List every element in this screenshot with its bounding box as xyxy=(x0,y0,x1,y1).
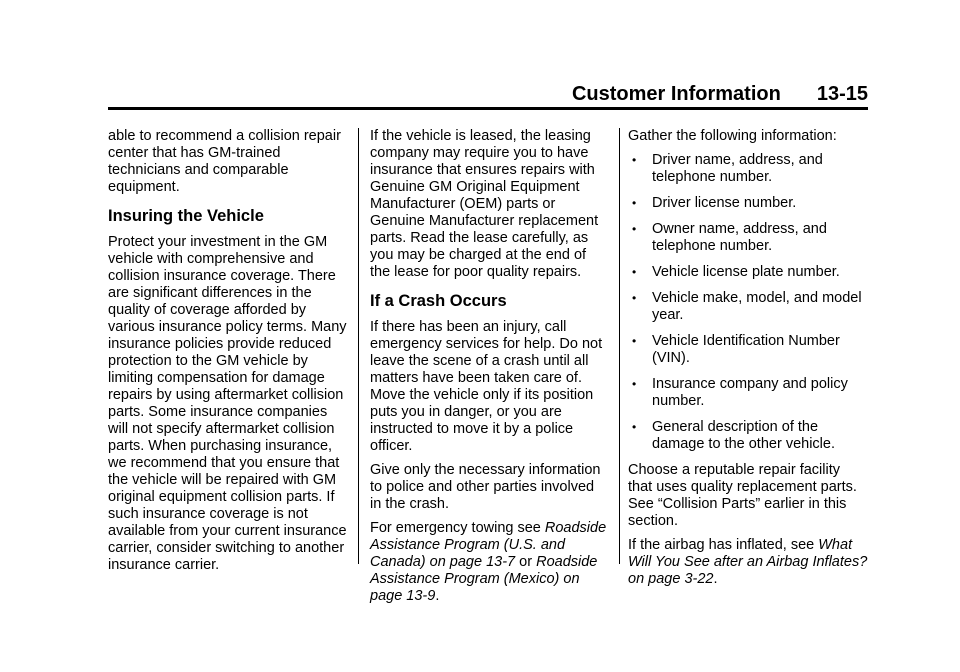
bullet-icon: • xyxy=(632,196,637,210)
list-item xyxy=(628,152,868,186)
list-item xyxy=(628,333,868,367)
list-item-text: Vehicle make, model, and model year. xyxy=(652,290,862,323)
list-item-text: Driver license number. xyxy=(652,195,797,211)
text: For emergency towing see xyxy=(370,520,541,536)
list-item xyxy=(628,419,868,453)
list-item-text: Vehicle Identification Number (VIN). xyxy=(652,333,840,366)
list-item xyxy=(628,290,868,324)
link-roadside-mexico[interactable]: Roadside Assistance Program (Mexico) on page 13-9 xyxy=(370,554,598,604)
list-item xyxy=(628,376,868,410)
column-1 xyxy=(108,128,348,581)
paragraph: If there has been an injury, call emergency services for help. Do not leave the scene of a crash until all matters have been taken care of. Move the vehicle only if its position puts you in danger, or you are instructed to move it by a police officer. xyxy=(370,319,603,454)
bullet-icon: • xyxy=(632,377,637,391)
section-heading-crash: If a Crash Occurs xyxy=(370,292,507,310)
bullet-icon: • xyxy=(632,153,637,167)
list-item-text: Owner name, address, and telephone number. xyxy=(652,221,827,254)
paragraph: Choose a reputable repair facility that uses quality replacement parts. See “Collision Parts” earlier in this section. xyxy=(628,462,857,529)
paragraph: If the vehicle is leased, the leasing company may require you to have insurance that ensures repairs with Genuine GM Original Equipment Manufacturer (OEM) parts or Genuine Manufacturer replacement parts. Read the lease carefully, as you may be charged at the end of the lease for poor quality repairs. xyxy=(370,128,599,280)
header-rule xyxy=(108,107,868,110)
section-title: Customer Information xyxy=(571,83,781,105)
bullet-icon: • xyxy=(632,222,637,236)
column-2 xyxy=(370,128,608,612)
list-item-text: Insurance company and policy number. xyxy=(652,376,848,409)
bullet-icon: • xyxy=(632,265,637,279)
section-heading-insuring: Insuring the Vehicle xyxy=(108,207,264,225)
paragraph: Give only the necessary information to police and other parties involved in the crash. xyxy=(370,462,601,512)
text: If the airbag has inflated, see xyxy=(628,537,815,553)
list-item xyxy=(628,264,868,281)
list-item-text: Vehicle license plate number. xyxy=(652,264,840,280)
text: or xyxy=(519,554,533,570)
paragraph: able to recommend a collision repair center that has GM-trained technicians and comparable equipment. xyxy=(108,128,341,195)
list-item xyxy=(628,221,868,255)
paragraph: Protect your investment in the GM vehicle with comprehensive and collision insurance coverage. There are significant differences in the quality of coverage afforded by various insurance policy terms. Many insurance policies provide reduced protection to the GM vehicle by limiting compensation for damage repairs by using aftermarket collision parts. Some insurance companies will not specify aftermarket collision parts. When purchasing insurance, we recommend that you ensure that the vehicle will be repaired with GM original equipment collision parts. If such insurance coverage is not available from your current insurance carrier, consider switching to another insurance carrier. xyxy=(108,234,347,573)
page-header xyxy=(108,82,868,106)
column-3 xyxy=(628,128,868,595)
text: . xyxy=(435,588,440,604)
bullet-icon: • xyxy=(632,291,637,305)
column-divider xyxy=(619,128,620,564)
paragraph-airbag xyxy=(628,537,868,588)
paragraph: Gather the following information: xyxy=(628,128,837,144)
list-item xyxy=(628,195,868,212)
page-number: 13-15 xyxy=(816,83,868,105)
list-item-text: General description of the damage to the other vehicle. xyxy=(652,419,835,452)
bullet-icon: • xyxy=(632,420,637,434)
link-roadside-us-canada[interactable]: Roadside Assistance Program (U.S. and Canada) on page 13-7 xyxy=(370,520,607,570)
bullet-icon: • xyxy=(632,334,637,348)
link-airbag-inflates[interactable]: What Will You See after an Airbag Inflates? on page 3-22 xyxy=(628,537,868,587)
info-list xyxy=(628,152,868,453)
column-divider xyxy=(358,128,359,564)
text: . xyxy=(713,571,718,587)
paragraph-towing xyxy=(370,520,608,605)
list-item-text: Driver name, address, and telephone number. xyxy=(652,152,823,185)
